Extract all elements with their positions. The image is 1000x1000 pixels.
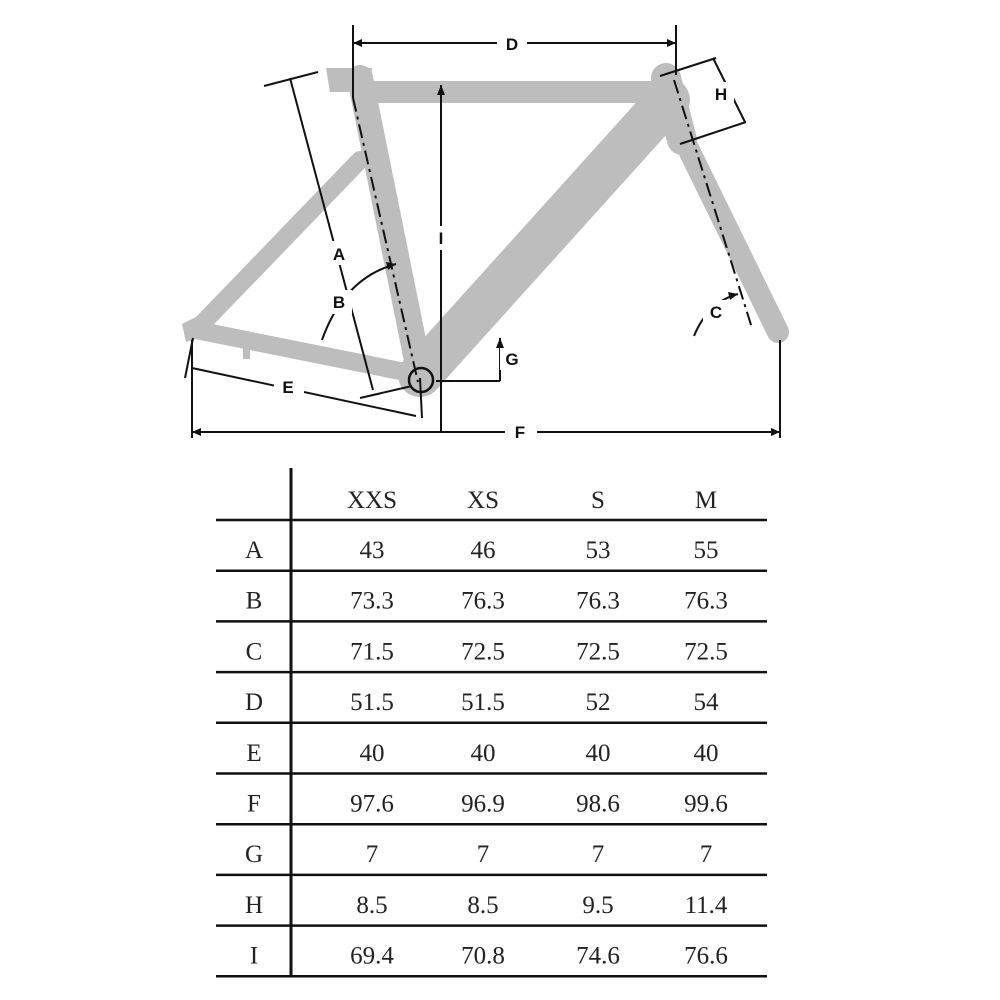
row-label: I <box>249 942 259 970</box>
table-cell: 72.5 <box>461 638 505 666</box>
row-label: B <box>245 587 263 615</box>
fork <box>684 140 778 332</box>
label-f: F <box>514 423 526 442</box>
brake-mount <box>243 348 250 359</box>
table-cell: 74.6 <box>576 942 620 970</box>
table-cell: 96.9 <box>461 790 505 818</box>
table-cell: 7 <box>699 841 713 869</box>
label-e: E <box>282 378 294 397</box>
table-cell: 40 <box>359 739 385 767</box>
table-cell: 43 <box>359 537 385 564</box>
table-cell: 51.5 <box>461 689 505 717</box>
table-cell: 99.6 <box>684 790 728 818</box>
table-cell: 40 <box>585 739 611 767</box>
table-cell: 51.5 <box>350 689 394 717</box>
row-label: A <box>244 537 264 564</box>
table-cell: 76.6 <box>684 942 728 970</box>
table-cell: 71.5 <box>350 638 394 666</box>
label-g: G <box>505 350 519 369</box>
geometry-table <box>0 460 1000 1000</box>
size-header: XS <box>467 487 499 514</box>
table-cell: 55 <box>693 537 719 564</box>
table-cell: 11.4 <box>684 891 728 919</box>
table-cell: 53 <box>585 537 611 564</box>
label-h: H <box>714 85 728 104</box>
row-label: D <box>244 689 264 717</box>
table-cell: 97.6 <box>350 790 394 818</box>
label-a: A <box>332 245 346 264</box>
row-label: F <box>247 790 261 818</box>
table-cell: 40 <box>470 739 496 767</box>
steerer-axis <box>674 80 752 328</box>
table-cell: 72.5 <box>684 638 728 666</box>
size-header: S <box>591 487 605 514</box>
table-cell: 54 <box>693 689 719 717</box>
down-tube <box>420 100 668 375</box>
table-cell: 7 <box>591 841 605 869</box>
table-cell: 40 <box>693 739 719 767</box>
table-cell: 69.4 <box>350 942 394 970</box>
seat-tube <box>360 78 420 375</box>
table-cell: 9.5 <box>582 891 614 919</box>
table-cell: 76.3 <box>684 587 728 615</box>
size-header: M <box>694 487 718 514</box>
row-label: G <box>244 841 264 869</box>
chain-stay <box>196 330 420 375</box>
label-b: B <box>332 293 346 312</box>
table-cell: 76.3 <box>461 587 505 615</box>
seat-post-top <box>326 68 372 92</box>
table-cell: 8.5 <box>356 891 388 919</box>
row-label: H <box>244 891 264 919</box>
table-cell: 72.5 <box>576 638 620 666</box>
table-cell: 70.8 <box>461 942 505 970</box>
label-d: D <box>505 35 519 54</box>
table-cell: 98.6 <box>576 790 620 818</box>
size-header: XXS <box>346 487 398 514</box>
table-body <box>216 487 767 976</box>
frame-geometry-diagram <box>0 0 1000 460</box>
row-label: E <box>246 739 262 767</box>
table-cell: 76.3 <box>576 587 620 615</box>
label-c: C <box>709 303 723 322</box>
label-i: I <box>438 229 444 248</box>
table-cell: 7 <box>476 841 490 869</box>
table-cell: 73.3 <box>350 587 394 615</box>
bike-frame <box>196 78 778 375</box>
table-cell: 8.5 <box>467 891 499 919</box>
table-cell: 46 <box>470 537 496 564</box>
table-cell: 7 <box>365 841 379 869</box>
table-cell: 52 <box>585 689 611 717</box>
row-label: C <box>245 638 263 666</box>
